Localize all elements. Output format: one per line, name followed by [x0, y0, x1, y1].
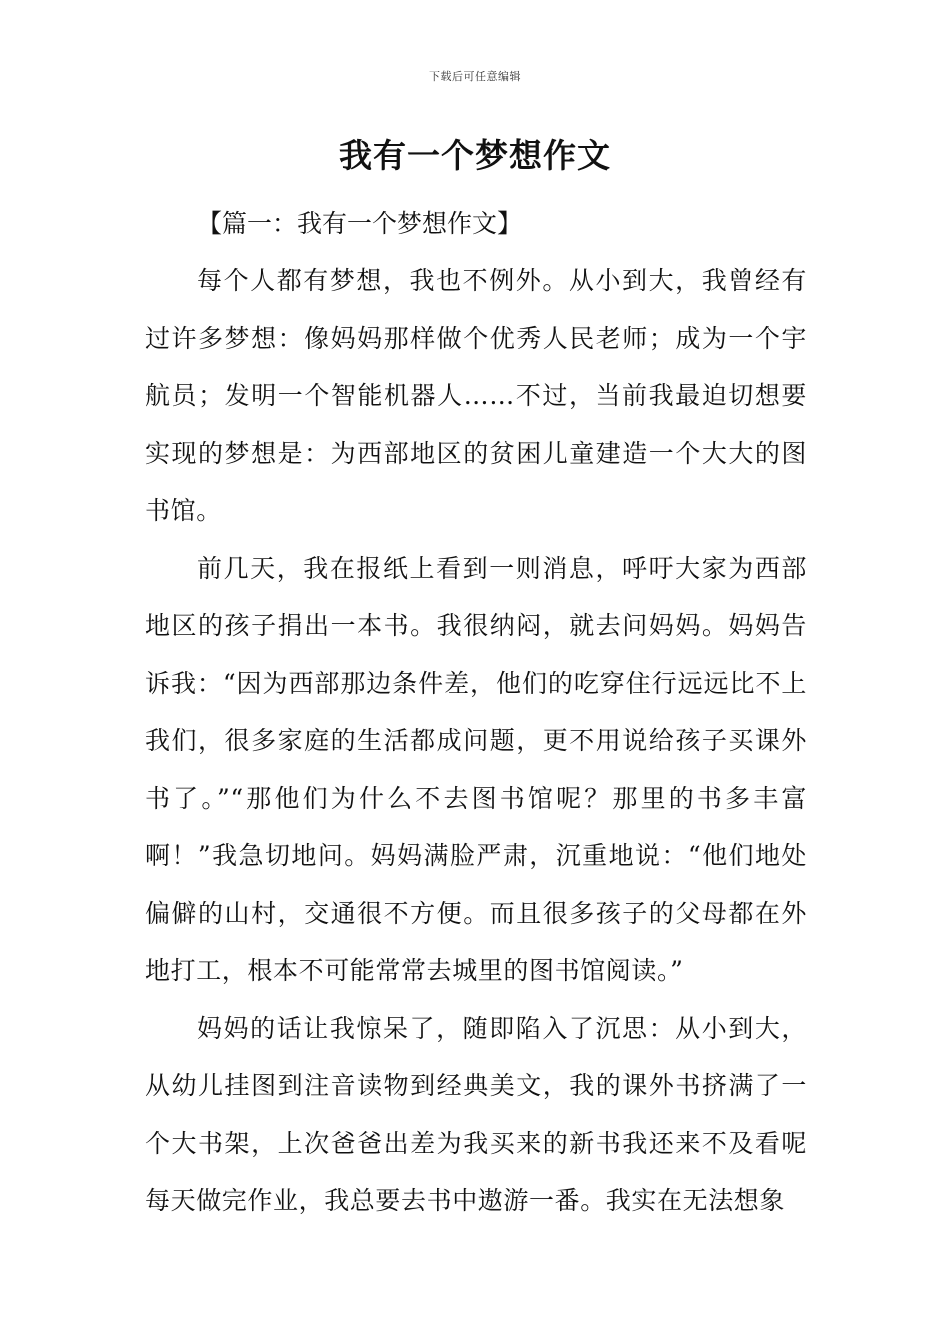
- document-title: 我有一个梦想作文: [339, 136, 611, 175]
- document-body: [145, 196, 807, 1230]
- header-note: 下载后可任意编辑: [429, 70, 521, 83]
- paragraph-1: 每个人都有梦想，我也不例外。从小到大，我曾经有过许多梦想：像妈妈那样做个优秀人民老师；成为一个宇航员；发明一个智能机器人……不过，当前我最迫切想要实现的梦想是：为西部地区的贫困儿童建造一个大大的图书馆。: [145, 266, 807, 525]
- section-heading: 【篇一：我有一个梦想作文】: [197, 209, 523, 238]
- paragraph-2: 前几天，我在报纸上看到一则消息，呼吁大家为西部地区的孩子捐出一本书。我很纳闷，就去问妈妈。妈妈告诉我：“因为西部那边条件差，他们的吃穿住行远远比不上我们，很多家庭的生活都成问题，更不用说给孩子买课外书了。”“那他们为什么不去图书馆呢？那里的书多丰富啊！”我急切地问。妈妈满脸严肃，沉重地说：“他们地处偏僻的山村，交通很不方便。而且很多孩子的父母都在外地打工，根本不可能常常去城里的图书馆阅读。”: [145, 553, 807, 985]
- paragraph-3: 妈妈的话让我惊呆了，随即陷入了沉思：从小到大，从幼儿挂图到注音读物到经典美文，我的课外书挤满了一个大书架，上次爸爸出差为我买来的新书我还来不及看呢每天做完作业，我总要去书中遨游一番。我实在无法想象: [145, 1013, 807, 1215]
